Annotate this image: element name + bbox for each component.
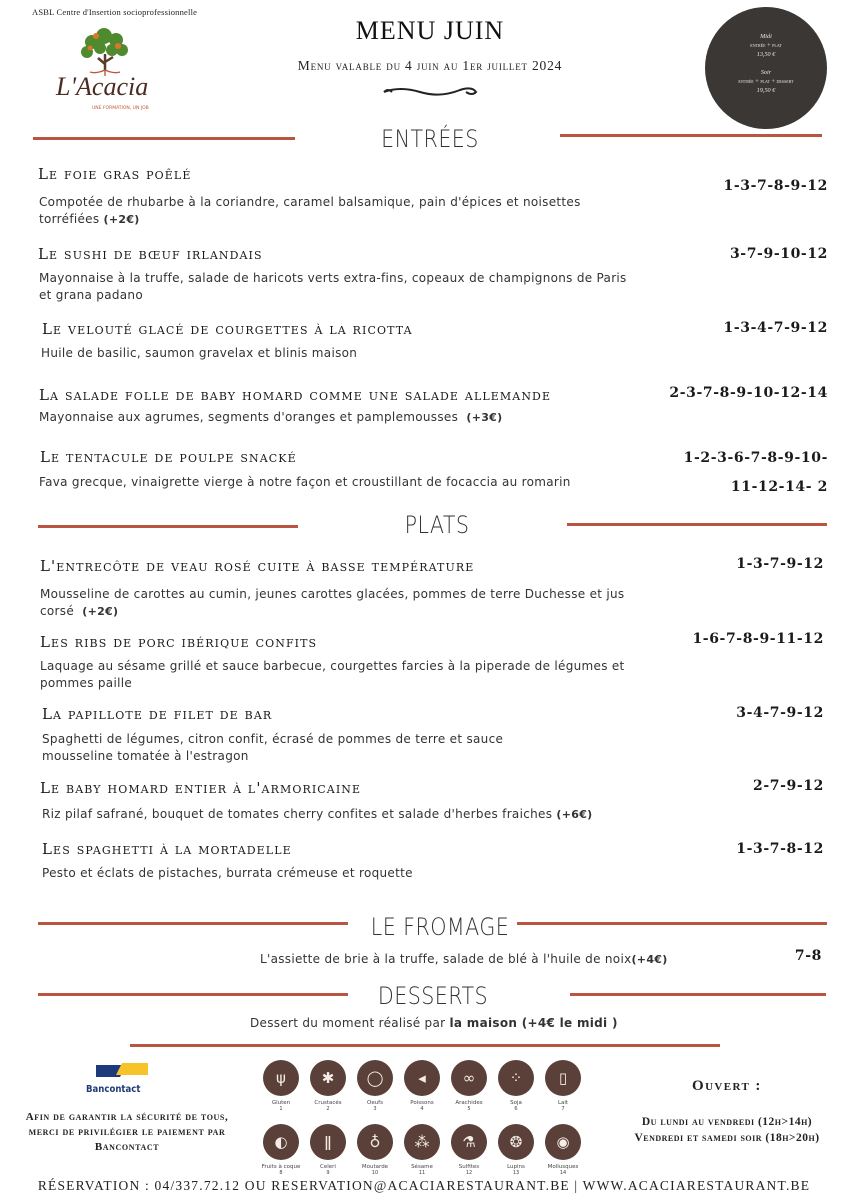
dish-allergens: 1-2-3-6-7-8-9-10- (683, 450, 828, 466)
soy-icon: ⁘ (498, 1060, 534, 1096)
dish-allergens: 11-12-14- 2 (730, 479, 828, 495)
allergen-number: 11 (418, 1170, 426, 1176)
cheese-allergens: 7-8 (794, 948, 822, 964)
dish-description: Compotée de rhubarbe à la coriandre, caramel balsamique, pain d'épices et noisettes torréfiées (+2€) (39, 195, 581, 226)
bancontact-label: Bancontact (86, 1084, 141, 1095)
logo-wordmark: L'Acacia (56, 72, 149, 101)
allergen-item (310, 1060, 346, 1112)
allergen-number: 9 (326, 1170, 330, 1176)
flourish-ornament-icon (380, 80, 480, 102)
dish-description: Fava grecque, vinaigrette vierge à notre façon et croustillant de focaccia au romarin (39, 475, 571, 489)
celery-icon: ǁ (310, 1124, 346, 1160)
dish-allergens: 2-3-7-8-9-10-12-14 (669, 385, 828, 401)
allergen-name: Lait (557, 1100, 569, 1106)
midi-price: 13,50 € (756, 51, 776, 58)
dish-name: La salade folle de baby homard comme une salade allemande (39, 386, 552, 404)
allergen-item (357, 1060, 393, 1112)
menu-validity: Menu valable du 4 juin au 1er juillet 2024 (297, 58, 563, 73)
allergen-item (498, 1060, 534, 1112)
midi-label: Midi (760, 33, 772, 40)
allergen-item (310, 1124, 346, 1176)
allergen-item (545, 1060, 581, 1112)
allergen-name: Gluten (271, 1100, 291, 1106)
peanut-icon: ∞ (451, 1060, 487, 1096)
sulfite-icon: ⚗ (451, 1124, 487, 1160)
mollusc-icon: ◉ (545, 1124, 581, 1160)
allergen-name: Mollusques (547, 1164, 579, 1170)
dish-name: L'entrecôte de veau rosé cuite à basse température (40, 557, 475, 575)
allergen-item (545, 1124, 581, 1176)
dish-name: Les ribs de porc ibérique confits (40, 633, 318, 651)
allergen-name: Fruits à coque (261, 1164, 301, 1170)
opening-hours-evening: Vendredi et samedi soir (18h>20h) (634, 1132, 820, 1144)
section-rule (38, 922, 348, 925)
lupin-icon: ❂ (498, 1124, 534, 1160)
allergen-item (357, 1124, 393, 1176)
dish-allergens: 1-3-4-7-9-12 (723, 320, 828, 336)
dish-description: Mousseline de carottes au cumin, jeunes carottes glacées, pommes de terre Duchesse et jus corsé (+2€) (40, 587, 625, 618)
midi-formula: entrée + plat (750, 42, 782, 49)
allergen-item (498, 1124, 534, 1176)
price-badge (705, 7, 827, 129)
dish-name: Le tentacule de poulpe snacké (40, 448, 297, 466)
wheat-icon: ψ (263, 1060, 299, 1096)
allergen-number: 3 (373, 1106, 377, 1112)
dish-allergens: 1-3-7-8-12 (736, 841, 824, 857)
dish-name: Le baby homard entier à l'armoricaine (40, 779, 362, 797)
menu-title: MENU JUIN (355, 16, 505, 45)
dish-description: Riz pilaf safrané, bouquet de tomates cherry confites et salade d'herbes fraiches (+6€) (42, 807, 593, 821)
section-title-entrees: ENTRÉES (381, 125, 479, 153)
fish-icon: ◂ (404, 1060, 440, 1096)
allergen-item (404, 1060, 440, 1112)
mustard-icon: ♁ (357, 1124, 393, 1160)
allergen-item (263, 1060, 299, 1112)
allergen-name: Crustacés (314, 1100, 342, 1106)
allergen-item (451, 1124, 487, 1176)
allergen-name: Sésame (411, 1164, 433, 1170)
section-rule (38, 993, 348, 996)
allergen-name: Moutarde (361, 1164, 389, 1170)
cheese-description: L'assiette de brie à la truffe, salade de blé à l'huile de noix(+4€) (260, 952, 668, 966)
allergen-name: Lupins (507, 1164, 525, 1170)
section-title-fromage: LE FROMAGE (370, 913, 510, 941)
section-rule (130, 1044, 720, 1047)
allergen-number: 2 (326, 1106, 330, 1112)
dish-allergens: 3-4-7-9-12 (736, 705, 824, 721)
allergen-item (451, 1060, 487, 1112)
acacia-tree-logo-icon (52, 24, 162, 116)
allergen-name: Sulfites (458, 1164, 480, 1170)
allergen-name: Arachides (455, 1100, 483, 1106)
dish-name: Le sushi de bœuf irlandais (38, 245, 263, 263)
milk-icon: ▯ (545, 1060, 581, 1096)
reservation-footer: RÉSERVATION : 04/337.72.12 OU RESERVATION@ACACIARESTAURANT.BE | WWW.ACACIARESTAURANT.BE (37, 1178, 811, 1193)
logo-tagline: UNE FORMATION, UN JOB (92, 106, 149, 111)
allergen-number: 13 (512, 1170, 520, 1176)
allergen-number: 10 (371, 1170, 379, 1176)
dish-name: Le velouté glacé de courgettes à la ricotta (42, 320, 413, 338)
soir-price: 19,50 € (756, 87, 776, 94)
dish-allergens: 2-7-9-12 (753, 778, 824, 794)
opening-hours-weekday: Du lundi au vendredi (12h>14h) (641, 1116, 813, 1128)
opening-title: Ouvert : (692, 1078, 762, 1094)
dessert-description: Dessert du moment réalisé par la maison (+4€ le midi ) (250, 1016, 618, 1030)
dish-allergens: 1-6-7-8-9-11-12 (692, 631, 824, 647)
dish-name: Les spaghetti à la mortadelle (42, 840, 292, 858)
allergen-item (263, 1124, 299, 1176)
dish-description: Spaghetti de légumes, citron confit, écrasé de pommes de terre et sauce mousseline tomatée à l'estragon (42, 732, 504, 763)
payment-note: Afin de garantir la sécurité de tous, merci de privilégier le paiement par Bancontact (25, 1111, 229, 1153)
allergen-name: Soja (510, 1100, 522, 1106)
section-rule (560, 134, 822, 137)
dish-description: Mayonnaise aux agrumes, segments d'oranges et pamplemousses (+3€) (39, 410, 503, 424)
allergen-number: 4 (420, 1106, 424, 1112)
nut-icon: ◐ (263, 1124, 299, 1160)
allergen-item (404, 1124, 440, 1176)
allergen-number: 12 (465, 1170, 473, 1176)
section-rule (567, 523, 827, 526)
allergen-legend (261, 1060, 593, 1176)
organization-label: ASBL Centre d'Insertion socioprofessionnelle (32, 7, 198, 17)
allergen-number: 5 (467, 1106, 471, 1112)
section-rule (33, 137, 295, 140)
allergen-name: Oeufs (366, 1100, 383, 1106)
dish-allergens: 1-3-7-8-9-12 (723, 178, 828, 194)
crab-icon: ✱ (310, 1060, 346, 1096)
dish-name: Le foie gras poêlé (38, 165, 192, 183)
section-rule (517, 922, 827, 925)
soir-formula: entrée + plat + dessert (738, 78, 794, 85)
dish-description: Huile de basilic, saumon gravelax et blinis maison (41, 346, 358, 360)
dish-description: Mayonnaise à la truffe, salade de haricots verts extra-fins, copeaux de champignons de Paris et grana padano (39, 271, 627, 302)
allergen-number: 7 (561, 1106, 565, 1112)
egg-icon: ◯ (357, 1060, 393, 1096)
section-rule (38, 525, 298, 528)
dish-allergens: 1-3-7-9-12 (736, 556, 824, 572)
dish-name: La papillote de filet de bar (42, 705, 273, 723)
allergen-number: 8 (279, 1170, 283, 1176)
allergen-number: 6 (514, 1106, 518, 1112)
allergen-name: Celeri (320, 1164, 336, 1170)
section-title-plats: PLATS (404, 511, 470, 539)
dish-description: Laquage au sésame grillé et sauce barbecue, courgettes farcies à la piperade de légumes et pommes paille (40, 659, 625, 690)
allergen-name: Poissons (410, 1100, 434, 1106)
section-rule (570, 993, 826, 996)
allergen-number: 14 (559, 1170, 567, 1176)
dish-description: Pesto et éclats de pistaches, burrata crémeuse et roquette (42, 866, 413, 880)
dish-allergens: 3-7-9-10-12 (729, 246, 828, 262)
soir-label: Soir (760, 69, 772, 76)
sesame-icon: ⁂ (404, 1124, 440, 1160)
allergen-number: 1 (279, 1106, 283, 1112)
section-title-desserts: DESSERTS (377, 982, 489, 1010)
